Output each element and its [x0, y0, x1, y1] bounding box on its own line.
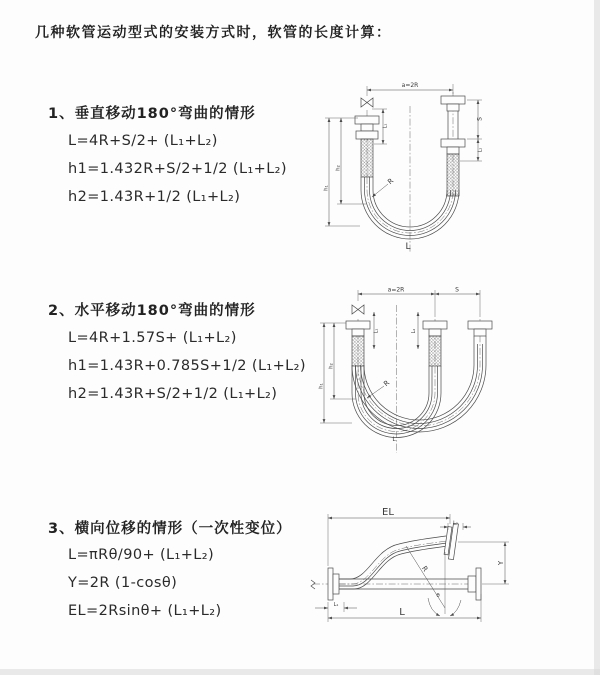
dim-label-a2r: a=2R	[401, 82, 419, 89]
diagram3-right-flange	[468, 568, 481, 600]
diagram3-left-flange	[328, 568, 339, 600]
dim-label-r: R	[419, 564, 430, 574]
diagram-horizontal-180-bend	[310, 281, 600, 461]
dim-label-l1: L₁	[382, 123, 389, 129]
dim-label-s: S	[476, 117, 484, 121]
diagram1-right-fitting	[441, 96, 465, 196]
section3-heading: 3、横向位移的情形（一次性变位）	[48, 521, 292, 537]
diagram-lateral-displacement	[300, 496, 600, 646]
dim-label-y: Y	[497, 560, 505, 566]
dim-label-length: L	[405, 242, 411, 252]
section1-heading: 1、垂直移动180°弯曲的情形	[48, 106, 256, 122]
dim-label-a2r: a=2R	[387, 286, 405, 294]
diagram3-upper-flange	[444, 520, 459, 560]
diagram-vertical-180-bend	[310, 76, 600, 261]
valve-icon	[361, 98, 373, 107]
section2-formula-h2: h2=1.43R+S/2+1/2 (L₁+L₂)	[68, 386, 278, 402]
dim-label-l2: L₂	[411, 328, 417, 334]
diagram3-dimensions	[315, 507, 509, 622]
section3-formula-Y: Y=2R (1-cosθ)	[68, 575, 178, 591]
dim-label-l2: L₂	[453, 520, 458, 527]
dim-label-theta: θ	[436, 593, 440, 599]
valve-icon	[352, 305, 364, 314]
section1-formula-h1: h1=1.432R+S/2+1/2 (L₁+L₂)	[68, 161, 287, 177]
scan-edge-right	[594, 0, 600, 675]
section2-heading: 2、水平移动180°弯曲的情形	[48, 303, 256, 319]
dim-label-l1: L₁	[373, 328, 380, 334]
section3-formula-EL: EL=2Rsinθ+ (L₁+L₂)	[68, 603, 222, 619]
section1-formula-L: L=4R+S/2+ (L₁+L₂)	[68, 133, 218, 149]
dim-label-r: R	[386, 176, 396, 187]
section2-formula-L: L=4R+1.57S+ (L₁+L₂)	[68, 330, 237, 346]
section1-formula-h2: h2=1.43R+1/2 (L₁+L₂)	[68, 189, 241, 205]
pipe-break-icon	[311, 580, 315, 589]
diagram2-middle-fitting	[423, 321, 447, 366]
dim-label-h1: h₁	[323, 185, 330, 191]
diagram1-left-fitting	[355, 116, 379, 177]
dim-label-length: L	[392, 436, 396, 443]
section3-formula-L: L=πRθ/90+ (L₁+L₂)	[68, 547, 215, 563]
scan-edge-bottom	[0, 669, 600, 675]
diagram2-dimensions	[319, 287, 481, 444]
section2-formula-h1: h1=1.43R+0.785S+1/2 (L₁+L₂)	[68, 358, 306, 374]
dim-label-s: S	[455, 286, 459, 294]
dim-label-r: R	[382, 378, 392, 389]
dim-label-h1: h₁	[318, 383, 325, 389]
braided-hose-section	[429, 336, 441, 366]
braided-hose-section	[447, 154, 459, 196]
diagram2-left-fitting	[346, 321, 370, 366]
dim-label-h2: h₂	[335, 165, 342, 171]
page-title: 几种软管运动型式的安装方式时，软管的长度计算：	[35, 25, 392, 41]
dim-label-h2: h₂	[328, 363, 335, 369]
dim-label-length: L	[399, 607, 405, 618]
braided-hose-section	[352, 336, 364, 366]
braided-hose-section	[361, 139, 373, 177]
dim-label-l2: L₂	[477, 147, 484, 153]
diagram3-s-curve-hose	[339, 536, 448, 589]
dim-label-l1: L₁	[333, 602, 339, 608]
dim-label-el: EL	[382, 507, 394, 518]
